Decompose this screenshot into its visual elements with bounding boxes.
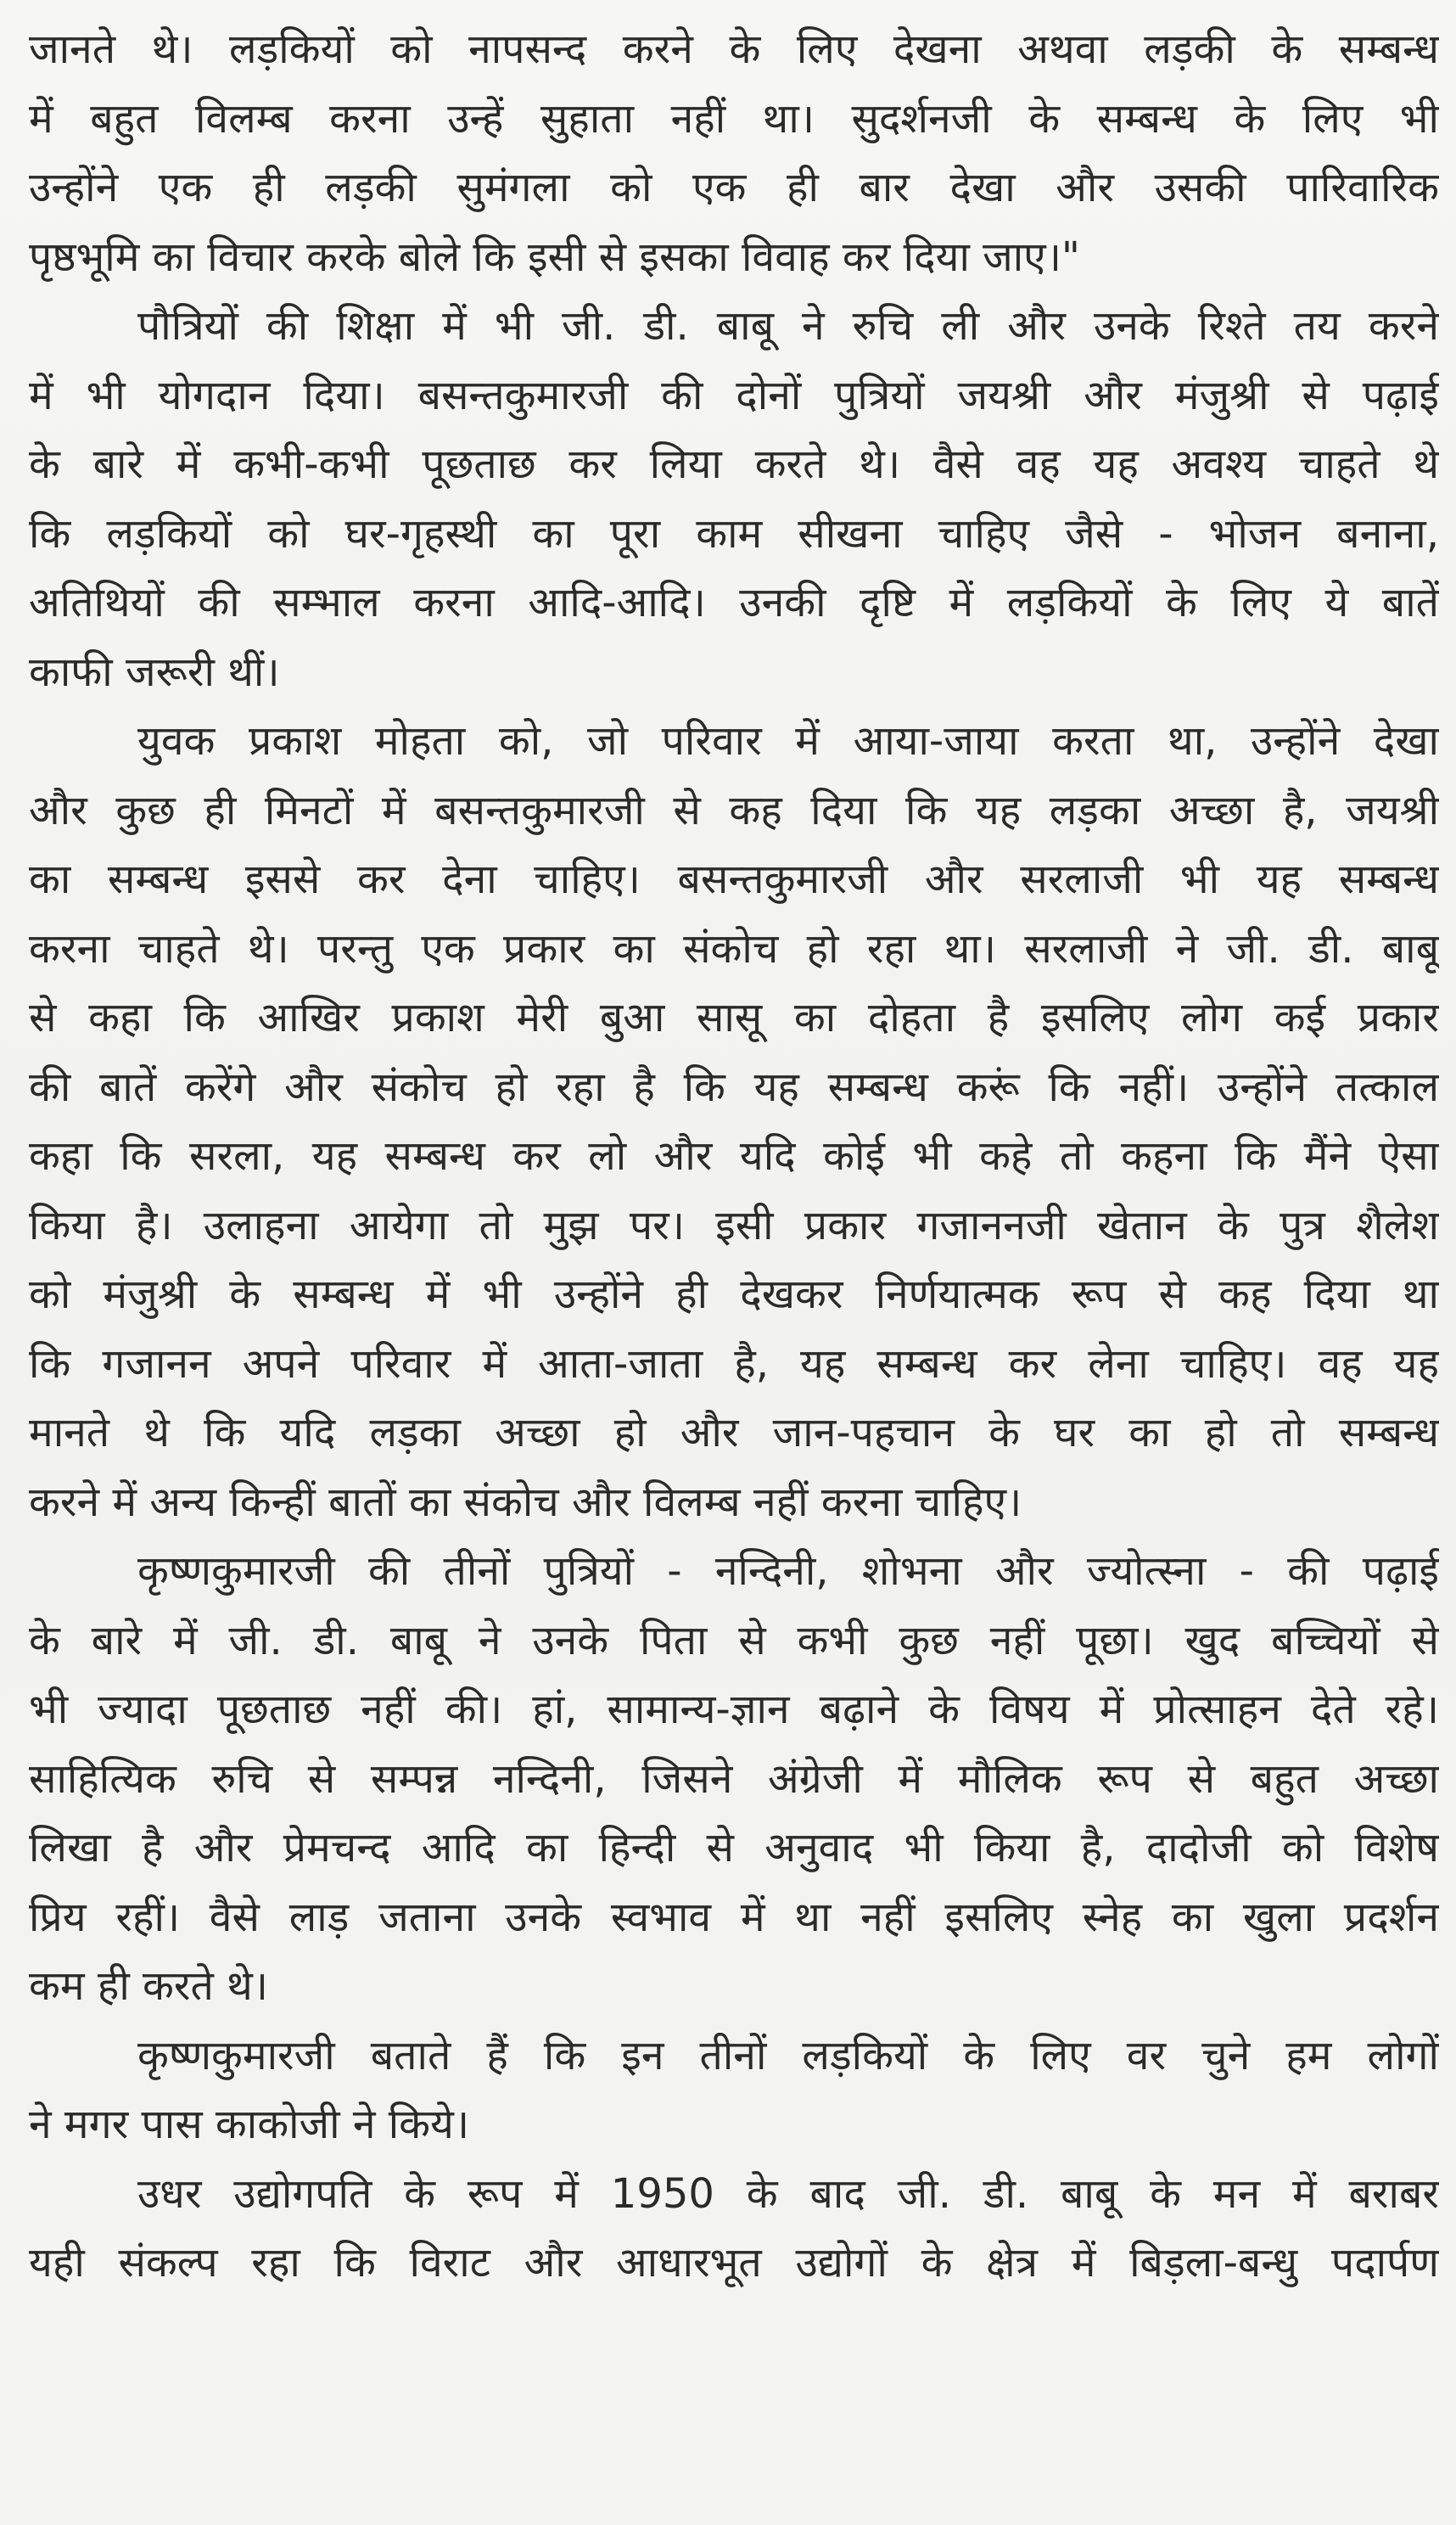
- text-line: के बारे में कभी-कभी पूछताछ कर लिया करते थे। वैसे वह यह अवश्य चाहते थे: [29, 440, 1439, 488]
- text-line: कि लड़कियों को घर-गृहस्थी का पूरा काम सीखना चाहिए जैसे - भोजन बनाना,: [29, 509, 1439, 558]
- text-line: मानते थे कि यदि लड़का अच्छा हो और जान-पहचान के घर का हो तो सम्बन्ध: [29, 1409, 1439, 1456]
- text-line: में बहुत विलम्ब करना उन्हें सुहाता नहीं था। सुदर्शनजी के सम्बन्ध के लिए भी: [29, 94, 1439, 143]
- text-line: काफी जरूरी थीं।: [29, 648, 280, 696]
- text-line: पृष्ठभूमि का विचार करके बोले कि इसी से इसका विवाह कर दिया जाए।": [29, 233, 1080, 281]
- paragraph-first-line: उधर उद्योगपति के रूप में 1950 के बाद जी. डी. बाबू के मन में बराबर: [137, 2169, 1439, 2218]
- text-line: यही संकल्प रहा कि विराट और आधारभूत उद्योगों के क्षेत्र में बिड़ला-बन्धु पदार्पण: [29, 2239, 1439, 2287]
- text-line: के बारे में जी. डी. बाबू ने उनके पिता से कभी कुछ नहीं पूछा। खुद बच्चियों से: [29, 1616, 1439, 1664]
- text-line: साहित्यिक रुचि से सम्पन्न नन्दिनी, जिसने अंग्रेजी में मौलिक रूप से बहुत अच्छा: [29, 1754, 1439, 1803]
- text-line: प्रिय रहीं। वैसे लाड़ जताना उनके स्वभाव में था नहीं इसलिए स्नेह का खुला प्रदर्शन: [29, 1893, 1439, 1941]
- page-text: [29, 15, 1439, 2298]
- text-line: करना चाहते थे। परन्तु एक प्रकार का संकोच हो रहा था। सरलाजी ने जी. डी. बाबू: [29, 924, 1439, 973]
- text-line: उन्होंने एक ही लड़की सुमंगला को एक ही बार देखा और उसकी पारिवारिक: [29, 164, 1439, 211]
- text-line: लिखा है और प्रेमचन्द आदि का हिन्दी से अनुवाद भी किया है, दादोजी को विशेष: [29, 1824, 1439, 1871]
- paragraph-first-line: पौत्रियों की शिक्षा में भी जी. डी. बाबू ने रुचि ली और उनके रिश्ते तय करने: [137, 302, 1439, 350]
- text-line: भी ज्यादा पूछताछ नहीं की। हां, सामान्य-ज्ञान बढ़ाने के विषय में प्रोत्साहन देते रहे।: [29, 1686, 1439, 1733]
- text-line: में भी योगदान दिया। बसन्तकुमारजी की दोनों पुत्रियों जयश्री और मंजुश्री से पढ़ाई: [29, 371, 1439, 419]
- text-line: कम ही करते थे।: [29, 1962, 268, 2010]
- text-line: का सम्बन्ध इससे कर देना चाहिए। बसन्तकुमारजी और सरलाजी भी यह सम्बन्ध: [29, 856, 1439, 903]
- text-line: की बातें करेंगे और संकोच हो रहा है कि यह सम्बन्ध करूं कि नहीं। उन्होंने तत्काल: [29, 1063, 1439, 1111]
- text-line: कहा कि सरला, यह सम्बन्ध कर लो और यदि कोई भी कहे तो कहना कि मैंने ऐसा: [29, 1132, 1439, 1180]
- text-line: जानते थे। लड़कियों को नापसन्द करने के लिए देखना अथवा लड़की के सम्बन्ध: [29, 25, 1439, 73]
- text-line: ने मगर पास काकोजी ने किये।: [29, 2101, 470, 2148]
- text-line: करने में अन्य किन्हीं बातों का संकोच और विलम्ब नहीं करना चाहिए।: [29, 1478, 1022, 1526]
- text-line: कि गजानन अपने परिवार में आता-जाता है, यह सम्बन्ध कर लेना चाहिए। वह यह: [29, 1339, 1439, 1388]
- text-line: को मंजुश्री के सम्बन्ध में भी उन्होंने ही देखकर निर्णयात्मक रूप से कह दिया था: [29, 1271, 1439, 1318]
- text-line: किया है। उलाहना आयेगा तो मुझ पर। इसी प्रकार गजाननजी खेतान के पुत्र शैलेश: [29, 1201, 1439, 1249]
- paragraph-first-line: कृष्णकुमारजी की तीनों पुत्रियों - नन्दिनी, शोभना और ज्योत्स्ना - की पढ़ाई: [137, 1547, 1439, 1595]
- paragraph-first-line: कृष्णकुमारजी बताते हैं कि इन तीनों लड़कियों के लिए वर चुने हम लोगों: [137, 2031, 1439, 2079]
- paragraph-first-line: युवक प्रकाश मोहता को, जो परिवार में आया-जाया करता था, उन्होंने देखा: [137, 717, 1439, 765]
- text-line: से कहा कि आखिर प्रकाश मेरी बुआ सासू का दोहता है इसलिए लोग कई प्रकार: [29, 994, 1439, 1041]
- text-line: और कुछ ही मिनटों में बसन्तकुमारजी से कह दिया कि यह लड़का अच्छा है, जयश्री: [29, 786, 1439, 834]
- text-line: अतिथियों की सम्भाल करना आदि-आदि। उनकी दृष्टि में लड़कियों के लिए ये बातें: [29, 579, 1439, 626]
